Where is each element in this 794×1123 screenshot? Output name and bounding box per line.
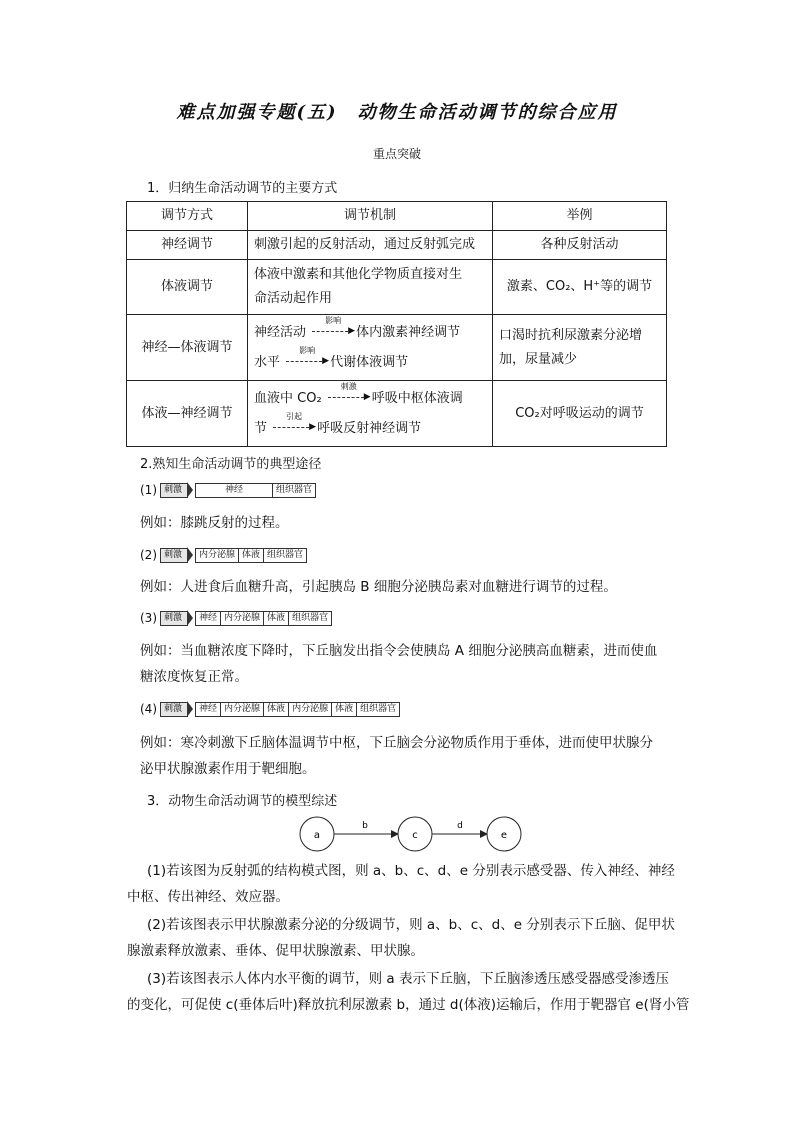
table-row [127, 260, 667, 315]
cell-line: 命活动起作用 [254, 291, 333, 306]
cell-text: 代谢体液调节 [330, 354, 409, 370]
pathway-box: 神经 [195, 611, 221, 626]
pathway-box: 刺激 [160, 611, 188, 626]
section-1-heading: 1．归纳生命活动调节的主要方式 [147, 181, 338, 196]
pathway-box: 组织器官 [288, 611, 332, 626]
example-text: 例如：寒冷刺激下丘脑体温调节中枢，下丘脑会分泌物质作用于垂体，进而使甲状腺分 [140, 735, 653, 751]
pathway-3 [140, 610, 331, 626]
table-header: 调节机制 [248, 202, 493, 231]
table-cell: 激素、CO₂、H⁺等的调节 [493, 260, 667, 315]
pathway-box: 刺激 [160, 548, 188, 563]
pathway-box: 体液 [263, 702, 289, 717]
page-subtitle: 重点突破 [372, 147, 421, 161]
page-title: 难点加强专题(五) 动物生命活动调节的综合应用 [176, 102, 618, 123]
pathway-box: 刺激 [160, 483, 188, 498]
arrow-label: 影响 [325, 316, 342, 325]
pathway-box: 组织器官 [272, 483, 316, 498]
paragraph-2-line-2: 腺激素释放激素、垂体、促甲状腺激素、甲状腺。 [127, 943, 424, 959]
arrow-icon: 影响 ▶ [284, 355, 330, 369]
paragraph-3-line-2: 的变化，可促使 c(垂体后叶)释放抗利尿激素 b，通过 d(体液)运输后，作用于靶器官 e(肾小管 [127, 997, 690, 1013]
section-2-heading: 2.熟知生命活动调节的典型途径 [140, 457, 322, 472]
pathway-box: 内分泌腺 [220, 702, 264, 717]
pathway-box: 体液 [238, 548, 264, 563]
table-cell: 神经—体液调节 [127, 315, 248, 381]
pathway-box: 内分泌腺 [220, 611, 264, 626]
cell-text: 呼吸中枢体液调 [371, 390, 463, 406]
cell-text: 呼吸反射神经调节 [317, 420, 422, 436]
edge-d-label: d [457, 821, 463, 831]
pathway-box: 神经 [195, 702, 221, 717]
pathway-2 [140, 547, 306, 563]
pathway-number: (4) [140, 702, 157, 716]
table-cell: 神经调节 [127, 231, 248, 260]
cell-text: 体内激素神经调节 [356, 324, 461, 340]
cell-text: 节 [254, 420, 268, 436]
table-cell: 体液—神经调节 [127, 381, 248, 447]
arrow-label: 刺激 [340, 382, 357, 391]
arrow-icon: 刺激 ▶ [326, 391, 372, 405]
pathway-box: 神经 [195, 483, 273, 498]
example-text: 泌甲状腺激素作用于靶细胞。 [140, 761, 316, 777]
example-text: 例如：人进食后血糖升高，引起胰岛 B 细胞分泌胰岛素对血糖进行调节的过程。 [140, 579, 617, 595]
arrow-icon: 影响 ▶ [310, 325, 356, 339]
cell-text: 神经活动 [254, 324, 307, 340]
table-cell [248, 260, 493, 315]
arrow-label: 影响 [299, 346, 316, 355]
table-cell: 体液调节 [127, 260, 248, 315]
node-a-label: a [313, 830, 321, 841]
pathway-box: 体液 [263, 611, 289, 626]
example-text: 例如：当血糖浓度下降时，下丘脑发出指令会使胰岛 A 细胞分泌胰高血糖素，进而使血 [140, 643, 658, 659]
pathway-box: 组织器官 [263, 548, 307, 563]
table-cell: CO₂对呼吸运动的调节 [493, 381, 667, 447]
pathway-box: 内分泌腺 [195, 548, 239, 563]
pathway-1 [140, 482, 315, 498]
node-c-label: c [412, 830, 418, 841]
table-row [127, 381, 667, 447]
table-header: 调节方式 [127, 202, 248, 231]
table-header: 举例 [493, 202, 667, 231]
paragraph-2-line-1: (2)若该图表示甲状腺激素分泌的分级调节，则 a、b、c、d、e 分别表示下丘脑、促甲状 [147, 917, 675, 933]
node-e-label: e [500, 830, 508, 841]
pathway-box: 内分泌腺 [288, 702, 332, 717]
example-text: 糖浓度恢复正常。 [140, 669, 248, 685]
edge-b-label: b [362, 821, 368, 831]
arrow-icon: 引起 ▶ [271, 421, 317, 435]
section-3-heading: 3．动物生命活动调节的模型综述 [147, 794, 338, 809]
pathway-box: 组织器官 [356, 702, 400, 717]
pathway-number: (3) [140, 611, 157, 625]
pathway-number: (2) [140, 548, 157, 562]
table-cell [493, 315, 667, 381]
model-diagram [296, 812, 526, 856]
cell-text: 水平 [254, 354, 281, 370]
regulation-table [126, 201, 667, 447]
table-row [127, 315, 667, 381]
pathway-box: 体液 [331, 702, 357, 717]
pathway-number: (1) [140, 483, 157, 497]
cell-line: 加，尿量减少 [499, 351, 578, 367]
table-cell: 各种反射活动 [493, 231, 667, 260]
paragraph-3-line-1: (3)若该图表示人体内水平衡的调节，则 a 表示下丘脑，下丘脑渗透压感受器感受渗透压 [147, 971, 669, 987]
table-row [127, 231, 667, 260]
table-cell [248, 381, 493, 447]
paragraph-1-line-2: 中枢、传出神经、效应器。 [127, 889, 289, 905]
cell-text: 血液中 CO₂ [254, 390, 322, 406]
table-cell: 刺激引起的反射活动，通过反射弧完成 [248, 231, 493, 260]
pathway-box: 刺激 [160, 702, 188, 717]
cell-line: 口渴时抗利尿激素分泌增 [499, 327, 643, 343]
paragraph-1-line-1: (1)若该图为反射弧的结构模式图，则 a、b、c、d、e 分别表示感受器、传入神经、神经 [147, 863, 675, 879]
cell-line: 体液中激素和其他化学物质直接对生 [254, 267, 463, 282]
example-text: 例如：膝跳反射的过程。 [140, 515, 289, 531]
pathway-4 [140, 701, 399, 717]
arrow-label: 引起 [286, 412, 303, 421]
table-cell [248, 315, 493, 381]
